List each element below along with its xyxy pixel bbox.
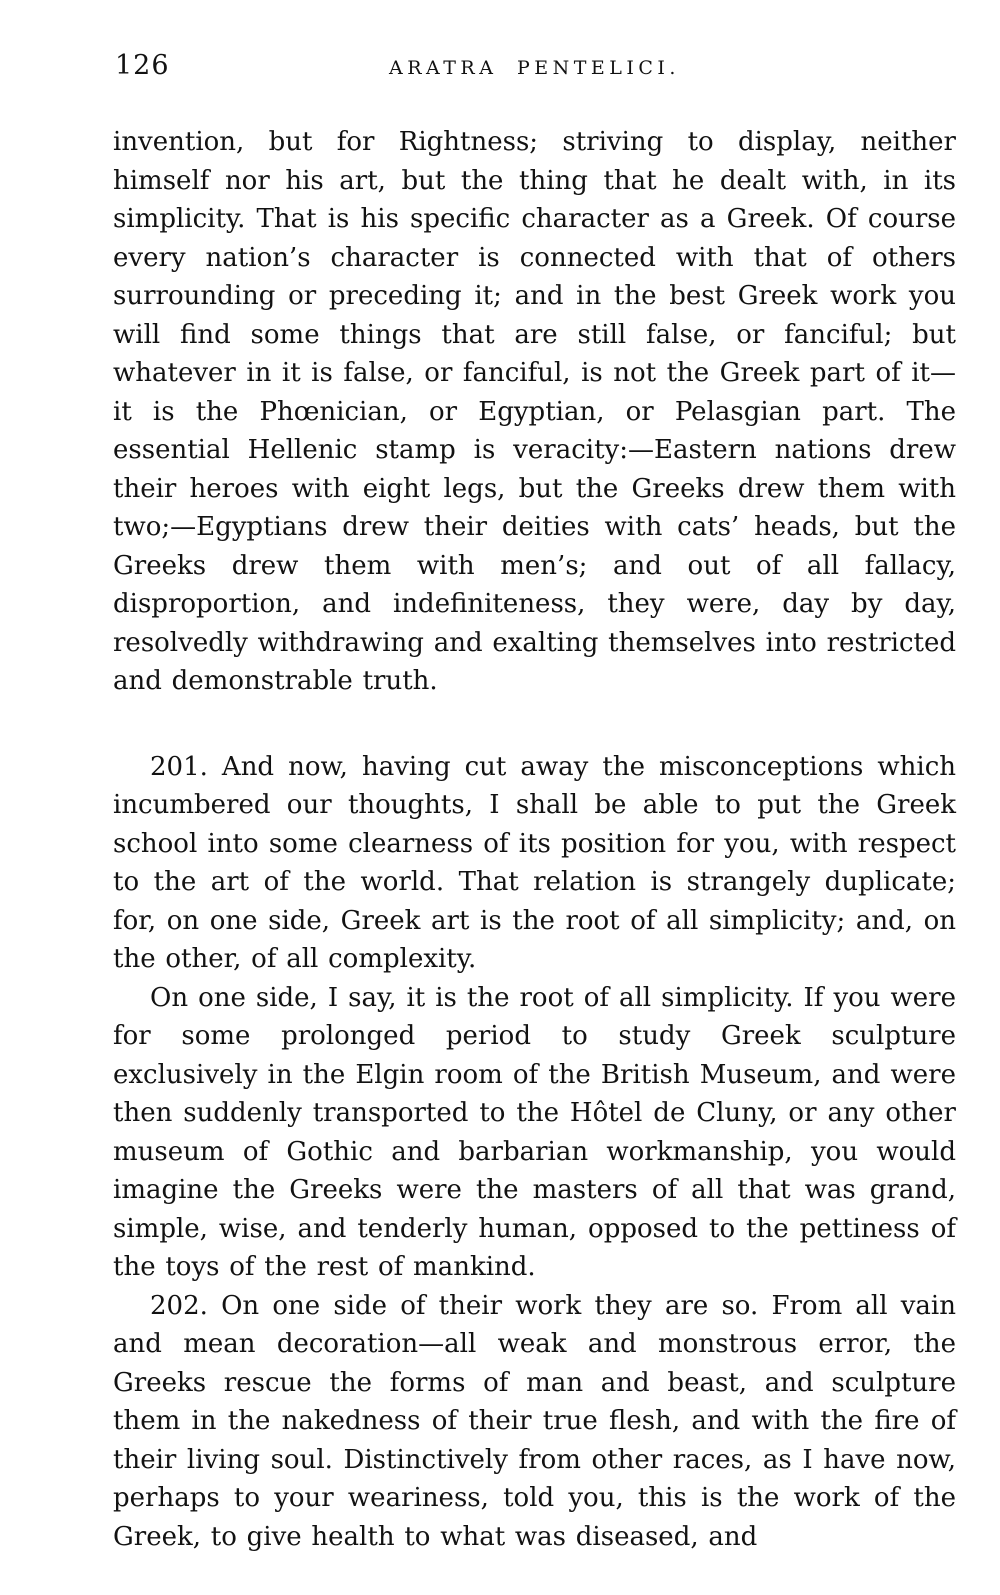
body-paragraph: invention, but for Rightness; striving to display, neither himself nor his art, but the thing that he dealt with, in its simplicity. That is his specific character as a Greek. Of course every nation’s character is connected with that of others surrounding or preceding it; and in the best Greek work you will find some things that are still false, or fanciful; but whatever in it is false, or fanciful, is not the Greek part of it—it is the Phœnician, or Egyptian, or Pelasgian part. The essential Hellenic stamp is veracity:—Eastern nations drew their heroes with eight legs, but the Greeks drew them with two;—Egyptians drew their deities with cats’ heads, but the Greeks drew them with men’s; and out of all fallacy, disproportion, and indefiniteness, they were, day by day, resolvedly withdrawing and exalting themselves into restricted and demonstrable truth. — [113, 127, 956, 696]
body-paragraph: On one side, I say, it is the root of all simplicity. If you were for some prolonged period to study Greek sculpture exclusively in the Elgin room of the British Museum, and were then suddenly transported to the Hôtel de Cluny, or any other museum of Gothic and barbarian workmanship, you would imagine the Greeks were the masters of all that was grand, simple, wise, and tenderly human, opposed to the pettiness of the toys of the rest of mankind. — [113, 982, 956, 1282]
running-title: ARATRA PENTELICI. — [389, 57, 680, 79]
body-paragraph-202: 202. On one side of their work they are so. From all vain and mean decoration—all weak and monstrous error, the Greeks rescue the forms of man and beast, and sculpture them in the nakedness of their true flesh, and with the fire of their living soul. Distinctively from other races, as I have now, perhaps to your weariness, told you, this is the work of the Greek, to give health to what was diseased, and — [113, 1290, 956, 1552]
page-header — [113, 50, 956, 90]
page-number: 126 — [115, 50, 170, 81]
text-block — [113, 123, 956, 1556]
body-paragraph-201: 201. And now, having cut away the misconceptions which incumbered our thoughts, I shall be able to put the Greek school into some clearness of its position for you, with respect to the art of the world. That relation is strangely duplicate; for, on one side, Greek art is the root of all simplicity; and, on the other, of all complexity. — [113, 751, 956, 974]
